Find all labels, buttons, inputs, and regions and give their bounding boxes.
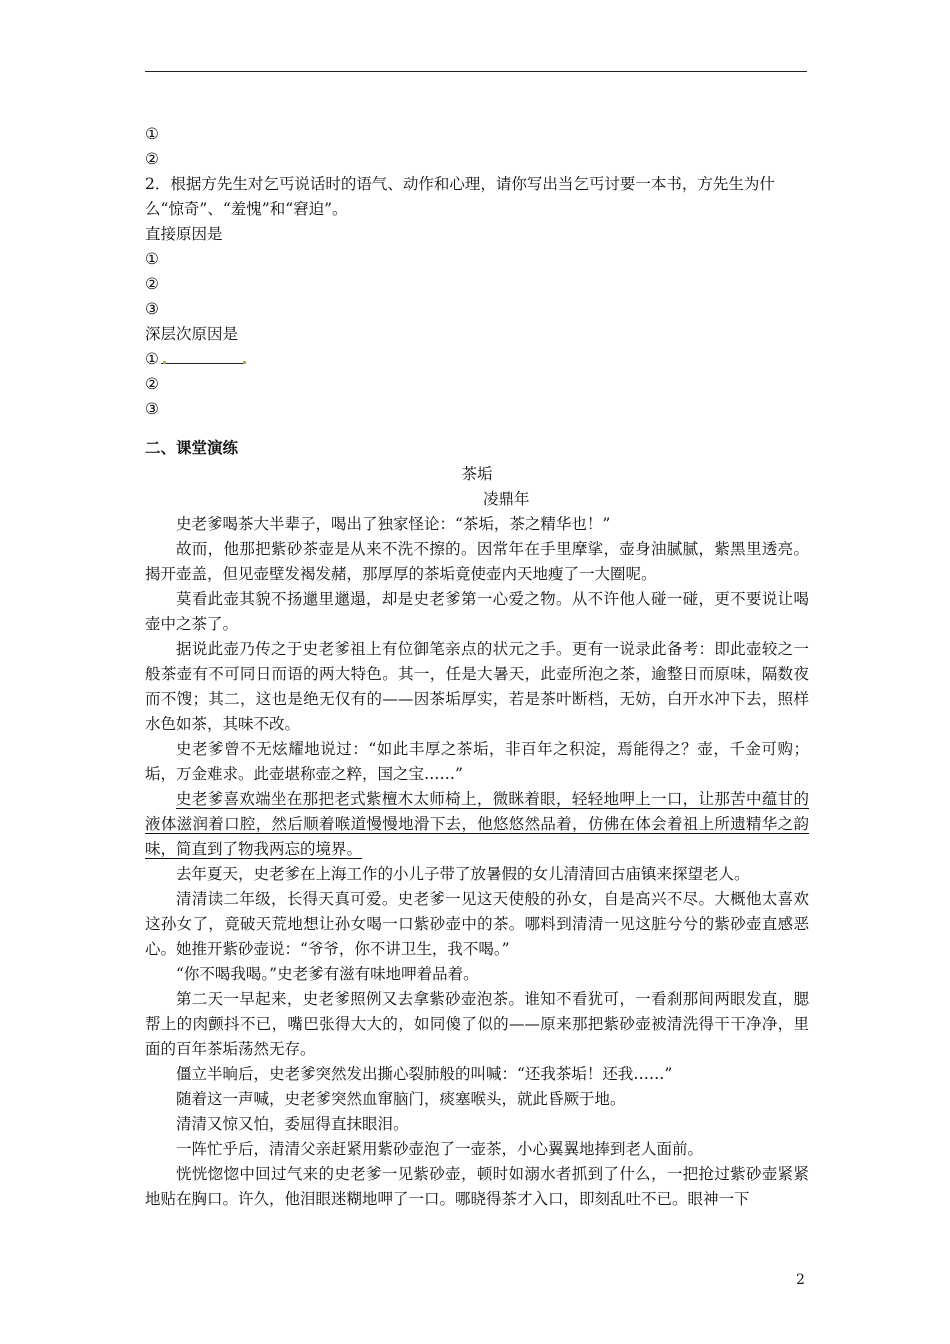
mark-dot: [163, 361, 166, 364]
list-item-with-blank: [145, 347, 809, 372]
section-heading: 二、课堂演练: [145, 438, 239, 457]
deep-reason-label: 深层次原因是: [145, 325, 239, 343]
paragraph: 一阵忙乎后，清清父亲赶紧用紫砂壶泡了一壶茶，小心翼翼地捧到老人面前。: [176, 1140, 704, 1158]
paragraph: 第二天一早起来，史老爹照例又去拿紫砂壶泡茶。谁知不看犹可，一看刹那间两眼发直，腮帮上的肉颤抖不已，嘴巴张得大大的，如同傻了似的——原来那把紫砂壶被清洗得干干净净，里面的百年茶垢荡然无存。: [145, 990, 809, 1058]
paragraph: 莫看此壶其貌不扬邋里邋遢，却是史老爹第一心爱之物。从不许他人碰一碰，更不要说让喝壶中之茶了。: [145, 590, 809, 633]
list-item: ②: [145, 275, 159, 293]
paragraph: 随着这一声喊，史老爹突然血窜脑门，痰塞喉头，就此昏厥于地。: [176, 1090, 626, 1108]
paragraph: 恍恍惚惚中回过气来的史老爹一见紫砂壶，顿时如溺水者抓到了什么，一把抢过紫砂壶紧紧地贴在胸口。许久，他泪眼迷糊地呷了一口。哪晓得茶才入口，即刻乱吐不已。眼神一下: [145, 1165, 809, 1208]
list-item: ③: [145, 400, 159, 418]
underlined-paragraph: 史老爹喜欢端坐在那把老式紫檀木太师椅上，微眯着眼，轻轻地呷上一口，让那苦中蕴甘的液体滋润着口腔，然后顺着喉道慢慢地滑下去，他悠悠然品着，仿佛在体会着祖上所遗精华之韵味，简直到了物我两忘的境界。: [145, 790, 809, 858]
paragraph: 故而，他那把紫砂茶壶是从来不洗不擦的。因常年在手里摩挲，壶身油腻腻，紫黑里透亮。揭开壶盖，但见壶壁发褐发赭，那厚厚的茶垢竟使壶内天地瘦了一大圈呢。: [145, 540, 809, 583]
list-item: ①: [145, 250, 159, 268]
list-item: ①: [145, 125, 159, 143]
paragraph: 去年夏天，史老爹在上海工作的小儿子带了放暑假的女儿清清回古庙镇来探望老人。: [176, 865, 750, 883]
paragraph: “你不喝我喝。”史老爹有滋有味地呷着品着。: [176, 965, 479, 983]
list-item: ③: [145, 300, 159, 318]
page-content: [145, 122, 809, 1212]
list-item: ②: [145, 375, 159, 393]
question-line-1: 2．根据方先生对乞丐说话时的语气、动作和心理，请你写出当乞丐讨要一本书，方先生为什: [145, 175, 775, 193]
paragraph: 清清又惊又怕，委屈得直抹眼泪。: [176, 1115, 409, 1133]
question-line-2: 么“惊奇”、“羞愧”和“窘迫”。: [145, 200, 348, 218]
direct-reason-label: 直接原因是: [145, 225, 223, 243]
paragraph: 史老爹喝茶大半辈子，喝出了独家怪论：“茶垢，茶之精华也！”: [176, 515, 611, 533]
paragraph: 僵立半晌后，史老爹突然发出撕心裂肺般的叫喊：“还我茶垢！还我……”: [176, 1065, 673, 1083]
mark-dot: [243, 361, 246, 364]
story-author: 凌鼎年: [483, 490, 530, 508]
answer-blank[interactable]: [161, 347, 245, 364]
paragraph: 清清读二年级，长得天真可爱。史老爹一见这天使般的孙女，自是高兴不尽。大概他太喜欢这孙女了，竟破天荒地想让孙女喝一口紫砂壶中的茶。哪料到清清一见这脏兮兮的紫砂壶直感恶心。她推开紫砂壶说：“爷爷，你不讲卫生，我不喝。”: [145, 890, 809, 958]
header-rule: [145, 71, 807, 72]
page-number: 2: [796, 1272, 805, 1288]
list-item: ②: [145, 150, 159, 168]
story-title: 茶垢: [461, 465, 493, 483]
paragraph: 史老爹曾不无炫耀地说过：“如此丰厚之茶垢，非百年之积淀，焉能得之？壶，千金可购；垢，万金难求。此壶堪称壶之粹，国之宝……”: [145, 740, 809, 783]
paragraph: 据说此壶乃传之于史老爹祖上有位御笔亲点的状元之手。更有一说录此备考：即此壶较之一般茶壶有不可同日而语的两大特色。其一，任是大暑天，此壶所泡之茶，逾整日而原味，隔数夜而不馊；其二，这也是绝无仅有的——因茶垢厚实，若是茶叶断档，无妨，白开水冲下去，照样水色如茶，其味不改。: [145, 640, 809, 733]
list-marker: ①: [145, 350, 159, 368]
